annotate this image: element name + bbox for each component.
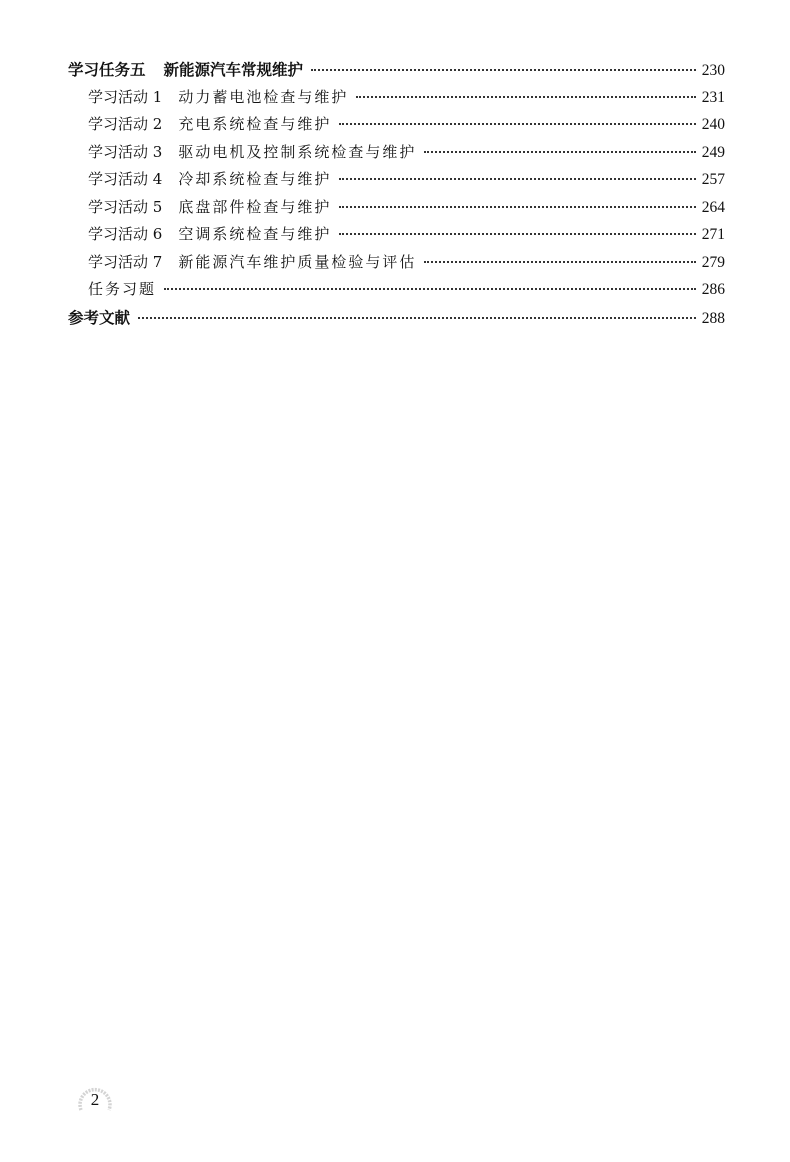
toc-entry-activity-6[interactable] <box>68 223 725 251</box>
toc-entry-number: 学习活动 4 <box>88 170 163 188</box>
toc-entry-page: 279 <box>701 253 725 271</box>
toc-entry-title: 冷却系统检查与维护 <box>178 170 332 188</box>
toc-dot-leader <box>138 317 696 319</box>
toc-entry-title: 动力蓄电池检查与维护 <box>178 87 349 106</box>
toc-entry-number: 学习活动 7 <box>88 252 163 271</box>
toc-entry-page: 286 <box>701 281 725 298</box>
toc-entry-number: 学习活动 1 <box>88 87 163 106</box>
toc-entry-number: 学习活动 6 <box>88 225 163 243</box>
toc-entry-activity-5[interactable] <box>68 196 725 224</box>
toc-dot-leader <box>424 261 695 263</box>
toc-entry-page: 271 <box>701 226 725 243</box>
toc-entry-title: 充电系统检查与维护 <box>178 115 332 133</box>
toc-dot-leader <box>311 69 696 71</box>
toc-entry-title: 参考文献 <box>68 307 131 327</box>
toc-entry-page: 288 <box>701 309 725 327</box>
toc-entry-title: 任务习题 <box>88 280 157 298</box>
toc-entry-activity-3[interactable] <box>68 141 725 169</box>
toc-dot-leader <box>164 288 696 290</box>
toc-entry-page: 264 <box>701 198 725 216</box>
toc-entry-title: 驱动电机及控制系统检查与维护 <box>178 142 417 161</box>
toc-entry-activity-4[interactable] <box>68 168 725 196</box>
toc-entry-number: 学习任务五 <box>68 60 146 79</box>
toc-entry-title: 底盘部件检查与维护 <box>178 197 332 216</box>
toc-dot-leader <box>339 123 695 125</box>
toc-dot-leader <box>356 96 695 98</box>
toc-entry-references[interactable] <box>68 306 725 334</box>
toc-entry-title: 空调系统检查与维护 <box>178 225 332 243</box>
toc-entry-activity-7[interactable] <box>68 251 725 279</box>
toc-entry-exercises[interactable] <box>68 278 725 306</box>
toc-entry-number: 学习活动 5 <box>88 197 163 216</box>
toc-dot-leader <box>339 178 695 180</box>
toc-entry-page: 240 <box>701 116 725 133</box>
toc-entry-number: 学习活动 2 <box>88 115 163 133</box>
toc-entry-number: 学习活动 3 <box>88 142 163 161</box>
toc-entry-page: 257 <box>701 171 725 188</box>
toc-entry-page: 230 <box>701 62 725 79</box>
toc-entry-activity-2[interactable] <box>68 113 725 141</box>
toc-dot-leader <box>339 233 695 235</box>
toc-dot-leader <box>424 151 695 153</box>
toc-entry-page: 231 <box>701 88 725 106</box>
page-number-badge <box>77 1084 113 1120</box>
page-number: 2 <box>90 1090 100 1109</box>
toc-entry-task-5[interactable] <box>68 58 725 86</box>
toc-entry-title: 新能源汽车维护质量检验与评估 <box>178 252 417 271</box>
table-of-contents <box>68 58 725 333</box>
toc-dot-leader <box>339 206 695 208</box>
toc-entry-activity-1[interactable] <box>68 86 725 114</box>
toc-entry-page: 249 <box>701 143 725 161</box>
toc-entry-title: 新能源汽车常规维护 <box>163 60 304 79</box>
